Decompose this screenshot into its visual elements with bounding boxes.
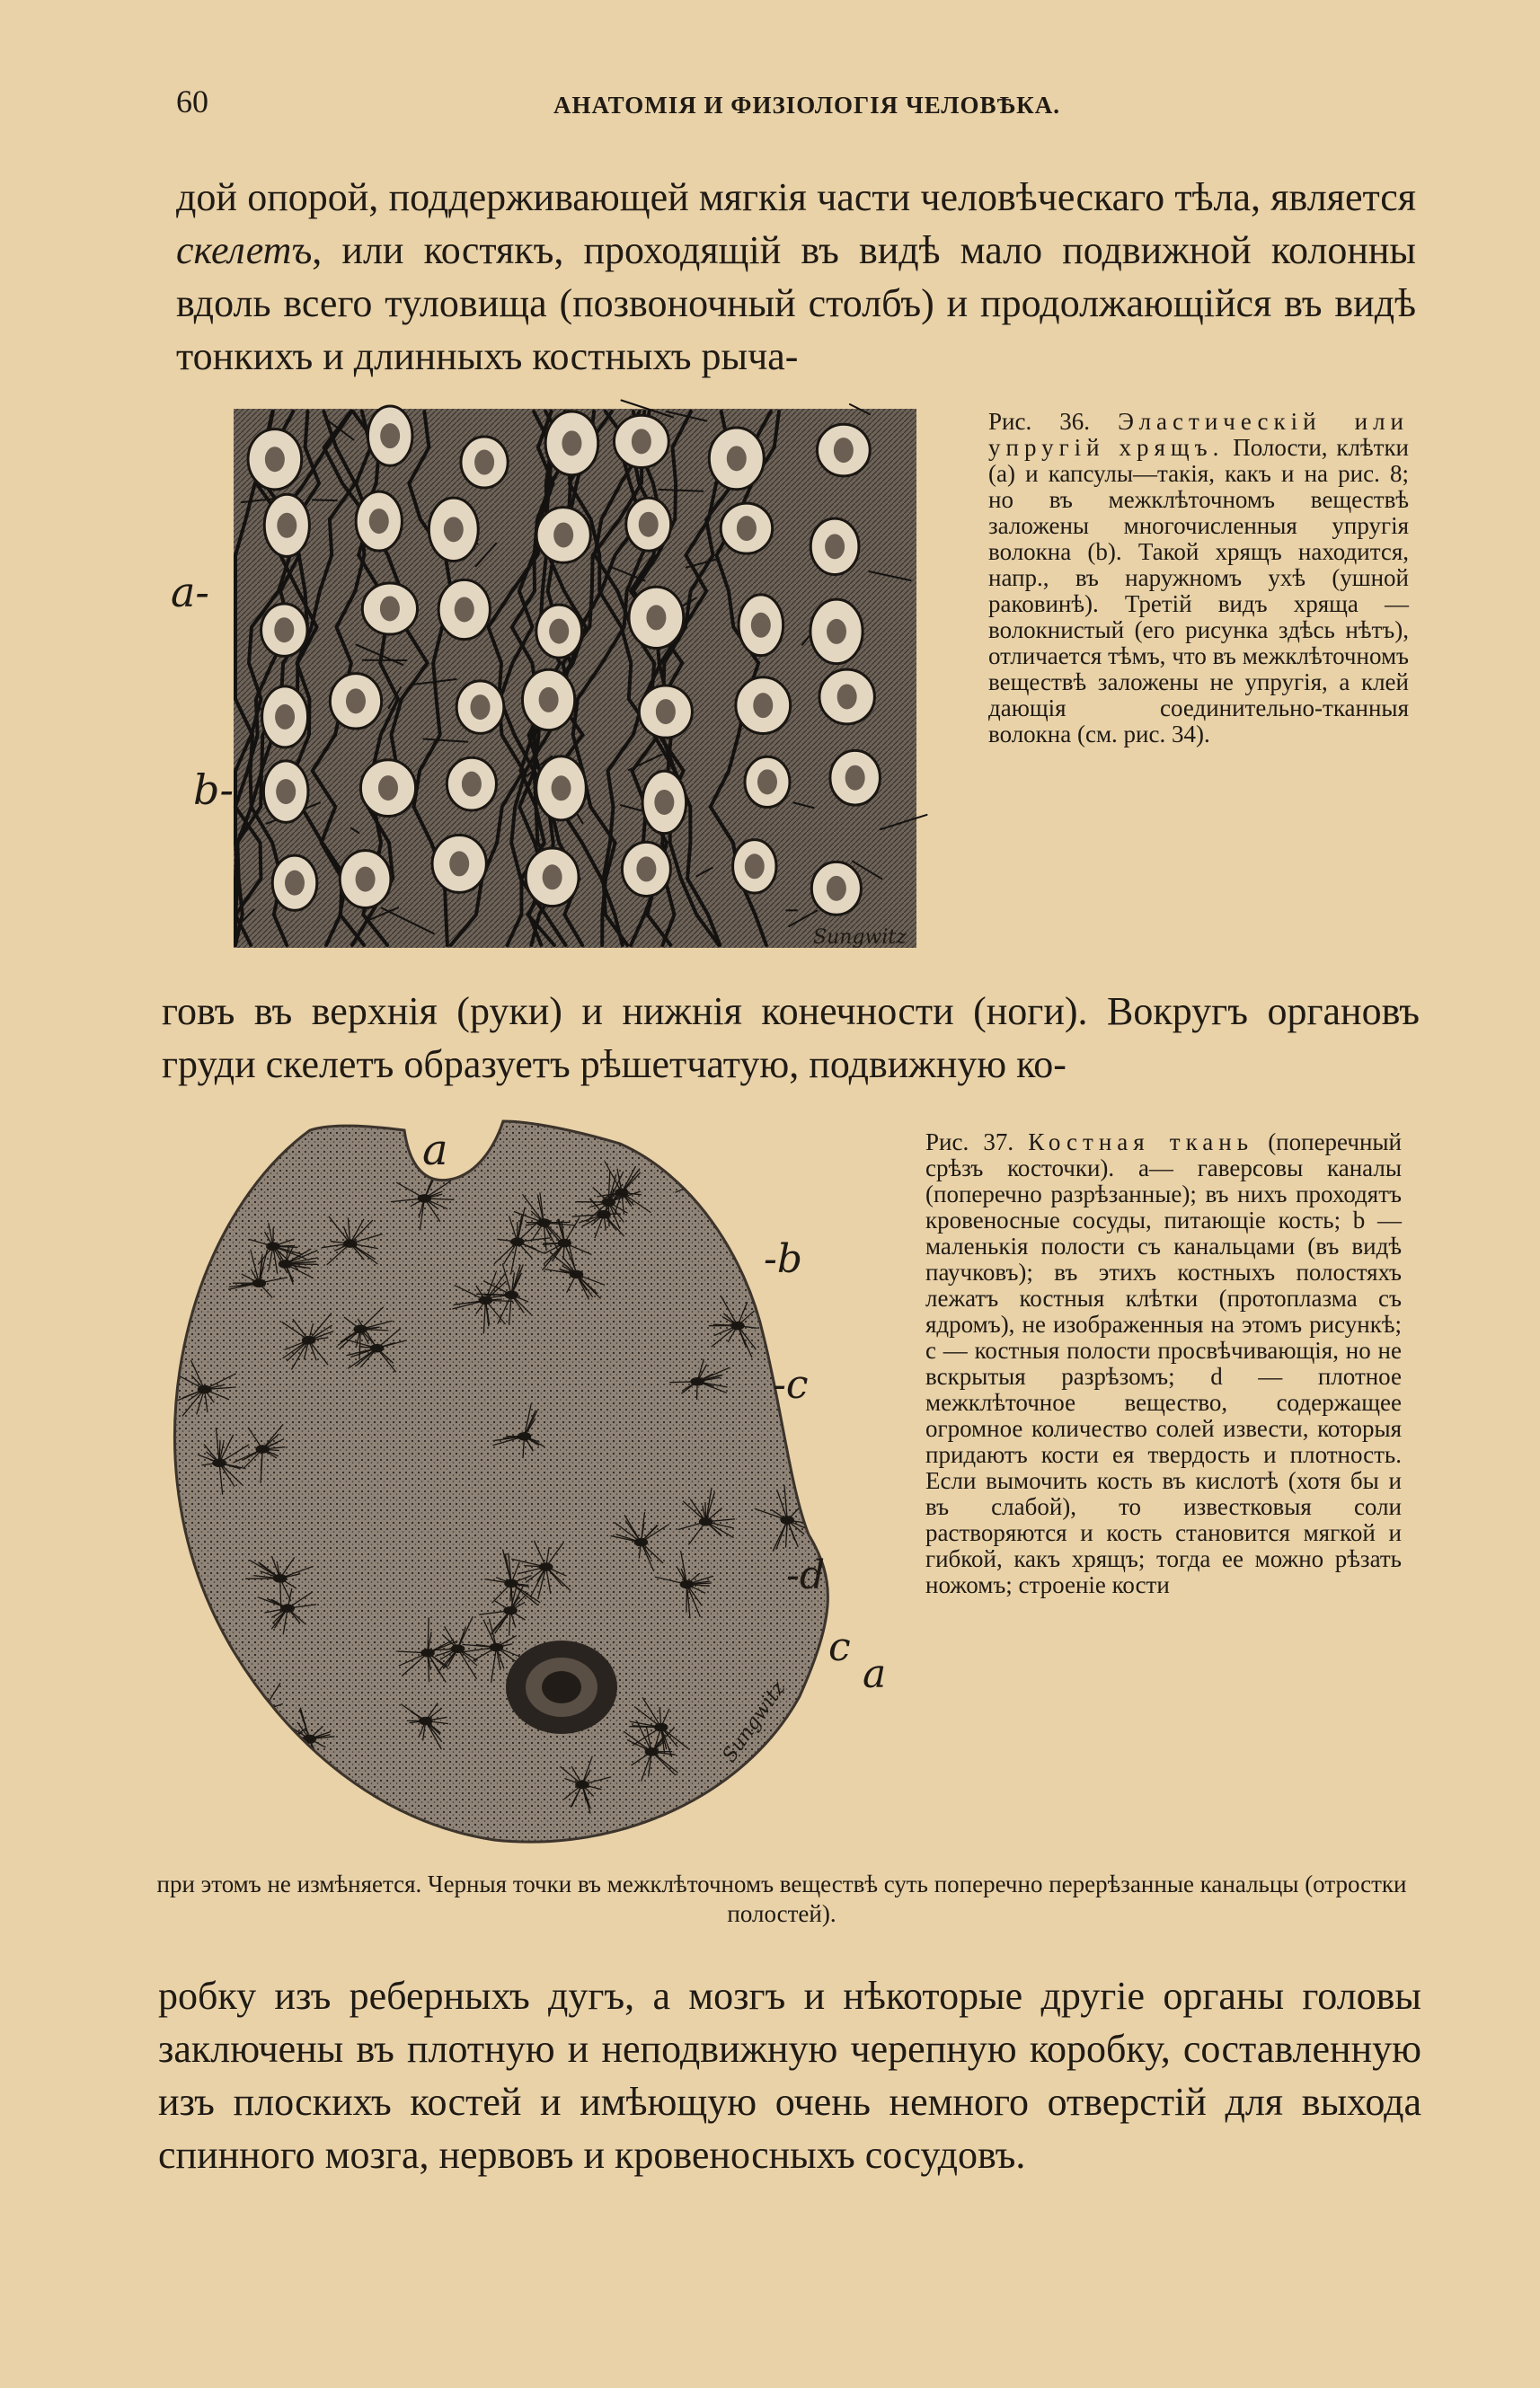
cartilage-cell — [263, 761, 308, 822]
figure-37-label-c: -c — [773, 1362, 809, 1408]
bone-lacuna — [801, 1432, 856, 1481]
cartilage-cell — [248, 429, 302, 490]
cartilage-cell — [330, 674, 381, 729]
cartilage-cell — [626, 498, 671, 551]
emphasis-skeleton: скелетъ — [176, 228, 313, 272]
cartilage-cell — [367, 406, 412, 465]
bone-lacuna — [162, 1730, 222, 1793]
cartilage-cell — [745, 756, 790, 807]
paragraph-1 — [176, 171, 1416, 383]
paragraph-1-text-cont: , или костякъ, проходящій въ видѣ мало подвижной колонны вдоль всего туловища (позвоночный столбъ) и продолжающійся въ видѣ тонкихъ и длинныхъ костныхъ рыча- — [176, 228, 1416, 378]
cartilage-cell — [709, 428, 764, 490]
cartilage-cell — [721, 503, 772, 553]
paragraph-2 — [162, 985, 1420, 1091]
cartilage-cell — [629, 587, 684, 648]
figure-36-signature: Sungwitz — [813, 926, 907, 949]
cartilage-cell — [340, 851, 391, 908]
cartilage-cell — [536, 756, 587, 820]
bone-lacuna — [688, 1796, 757, 1858]
cartilage-cell — [261, 604, 307, 656]
bone-lacuna — [773, 1279, 833, 1323]
figure-37-title: Костная ткань — [1028, 1128, 1254, 1155]
cartilage-cell — [432, 835, 486, 892]
figure-37-illustration — [153, 1112, 925, 1858]
cartilage-cell — [264, 494, 309, 556]
bone-lacuna — [702, 1139, 760, 1201]
cartilage-cell — [522, 669, 574, 730]
cartilage-cell — [736, 677, 791, 734]
cartilage-cell — [811, 862, 861, 915]
running-head — [176, 83, 1416, 128]
cartilage-cell — [639, 685, 692, 738]
paragraph-1-text: дой опорой, поддерживающей мягкія части человѣческаго тѣла, является — [176, 175, 1416, 219]
figure-37-label-b: -b — [764, 1236, 803, 1282]
cartilage-cell — [536, 508, 590, 563]
cartilage-cell — [739, 595, 783, 656]
cartilage-cell — [810, 599, 863, 663]
cartilage-cell — [429, 498, 478, 561]
page-number: 60 — [176, 84, 208, 119]
cartilage-cell — [642, 771, 686, 833]
figure-36-text: Полости, клѣтки (а) и капсулы—такія, какъ и на рис. 8; но въ межклѣточномъ веществѣ заложены многочисленныя упругія волокна (b). Такой хрящъ находится, напр., въ наружномъ ухѣ (ушной раковинѣ). Третій видъ хряща — волокнистый (его рисунка здѣсь нѣтъ), отличается тѣмъ, что въ межклѣточномъ веществѣ заложены не упругія, а клей дающія соединительно-тканныя волокна (см. рис. 34). — [988, 434, 1410, 747]
cartilage-cell — [545, 411, 598, 475]
paragraph-3-text: робку изъ реберныхъ дугъ, а мозгъ и нѣкоторые другіе органы головы заключены въ плотную и неподвижную черепную коробку, составленную изъ плоскихъ костей и имѣющую очень немного отверстій для выхода спинного мозга, нервовъ и кровеносныхъ сосудовъ. — [158, 1974, 1421, 2177]
cartilage-cell — [536, 605, 582, 658]
bone-lacuna — [238, 1756, 292, 1816]
cartilage-cell — [622, 842, 670, 896]
figure-37-label-a-top: a — [422, 1125, 448, 1175]
cartilage-cell — [447, 757, 496, 810]
bone-lacuna — [712, 1131, 773, 1192]
cartilage-cell — [817, 424, 870, 476]
cartilage-cell — [819, 669, 874, 724]
cartilage-cell — [461, 437, 508, 488]
cartilage-cell — [810, 518, 859, 574]
cartilage-cell — [362, 583, 417, 634]
figure-37-text: (поперечный срѣзъ косточки). а— гаверсовы каналы (поперечно разрѣзанные); въ нихъ проходятъ кровеносные сосуды, питающіе кость; b — маленькія полости съ канальцами (въ видѣ паучковъ); въ этихъ костныхъ полостяхъ лежатъ костныя клѣтки (протоплазма съ ядромъ), не изображенныя на этомъ рисункѣ; c — костныя полости просвѣчивающія, но не вскрытыя разрѣзомъ; d — плотное межклѣточное вещество, содержащее огромное количество солей извести, которыя придаютъ кости ея твердость и плотность. Если вымочить кость въ кислотѣ (хотя бы и въ слабой), то известковыя соли растворяются и кость становится мягкой и гибкой, какъ хрящъ; тогда ее можно рѣзать ножомъ; строеніе кости — [925, 1128, 1402, 1598]
cartilage-cell — [360, 760, 415, 817]
figure-36-title: Эластическій или упругій хрящъ. — [988, 408, 1410, 461]
paragraph-2-text: говъ въ верхнія (руки) и нижнія конечности (ноги). Вокругъ органовъ груди скелетъ образуетъ рѣшетчатую, подвижную ко- — [162, 989, 1420, 1086]
figure-36-label-b: b- — [193, 765, 234, 814]
paragraph-3 — [158, 1969, 1421, 2181]
cartilage-cell — [733, 840, 776, 893]
cartilage-cell — [614, 415, 668, 467]
figure-36 — [171, 395, 943, 957]
cartilage-cell — [438, 579, 490, 639]
cartilage-cell — [526, 848, 579, 907]
figure-37-caption-tail: при этомъ не измѣняется. Черныя точки въ межклѣточномъ веществѣ суть поперечно перерѣзанные канальцы (отростки полостей). — [156, 1871, 1407, 1927]
figure-36-label-a: a- — [171, 568, 209, 616]
figure-36-illustration — [171, 395, 943, 957]
figure-37-label-a2: a — [863, 1651, 887, 1697]
cartilage-cell — [830, 750, 881, 805]
cartilage-cell — [356, 491, 402, 551]
book-title: АНАТОМІЯ И ФИЗІОЛОГІЯ ЧЕЛОВѢКА. — [553, 92, 1060, 119]
figure-36-number: Рис. 36. — [988, 408, 1091, 435]
figure-37 — [153, 1112, 925, 1858]
figure-37-caption — [925, 1129, 1402, 1598]
bone-lacuna — [769, 1746, 828, 1802]
bone-lacuna — [207, 1755, 262, 1810]
figure-37-label-d: -d — [786, 1552, 826, 1598]
cartilage-cell — [262, 686, 308, 747]
figure-37-signature: Sungwitz — [718, 1677, 791, 1767]
figure-36-caption — [988, 409, 1409, 747]
cartilage-cell — [272, 855, 317, 910]
cartilage-cell — [456, 681, 504, 733]
figure-37-label-c2: c — [828, 1624, 851, 1670]
figure-37-number: Рис. 37. — [925, 1128, 1014, 1155]
bone-lacuna — [802, 1765, 854, 1822]
